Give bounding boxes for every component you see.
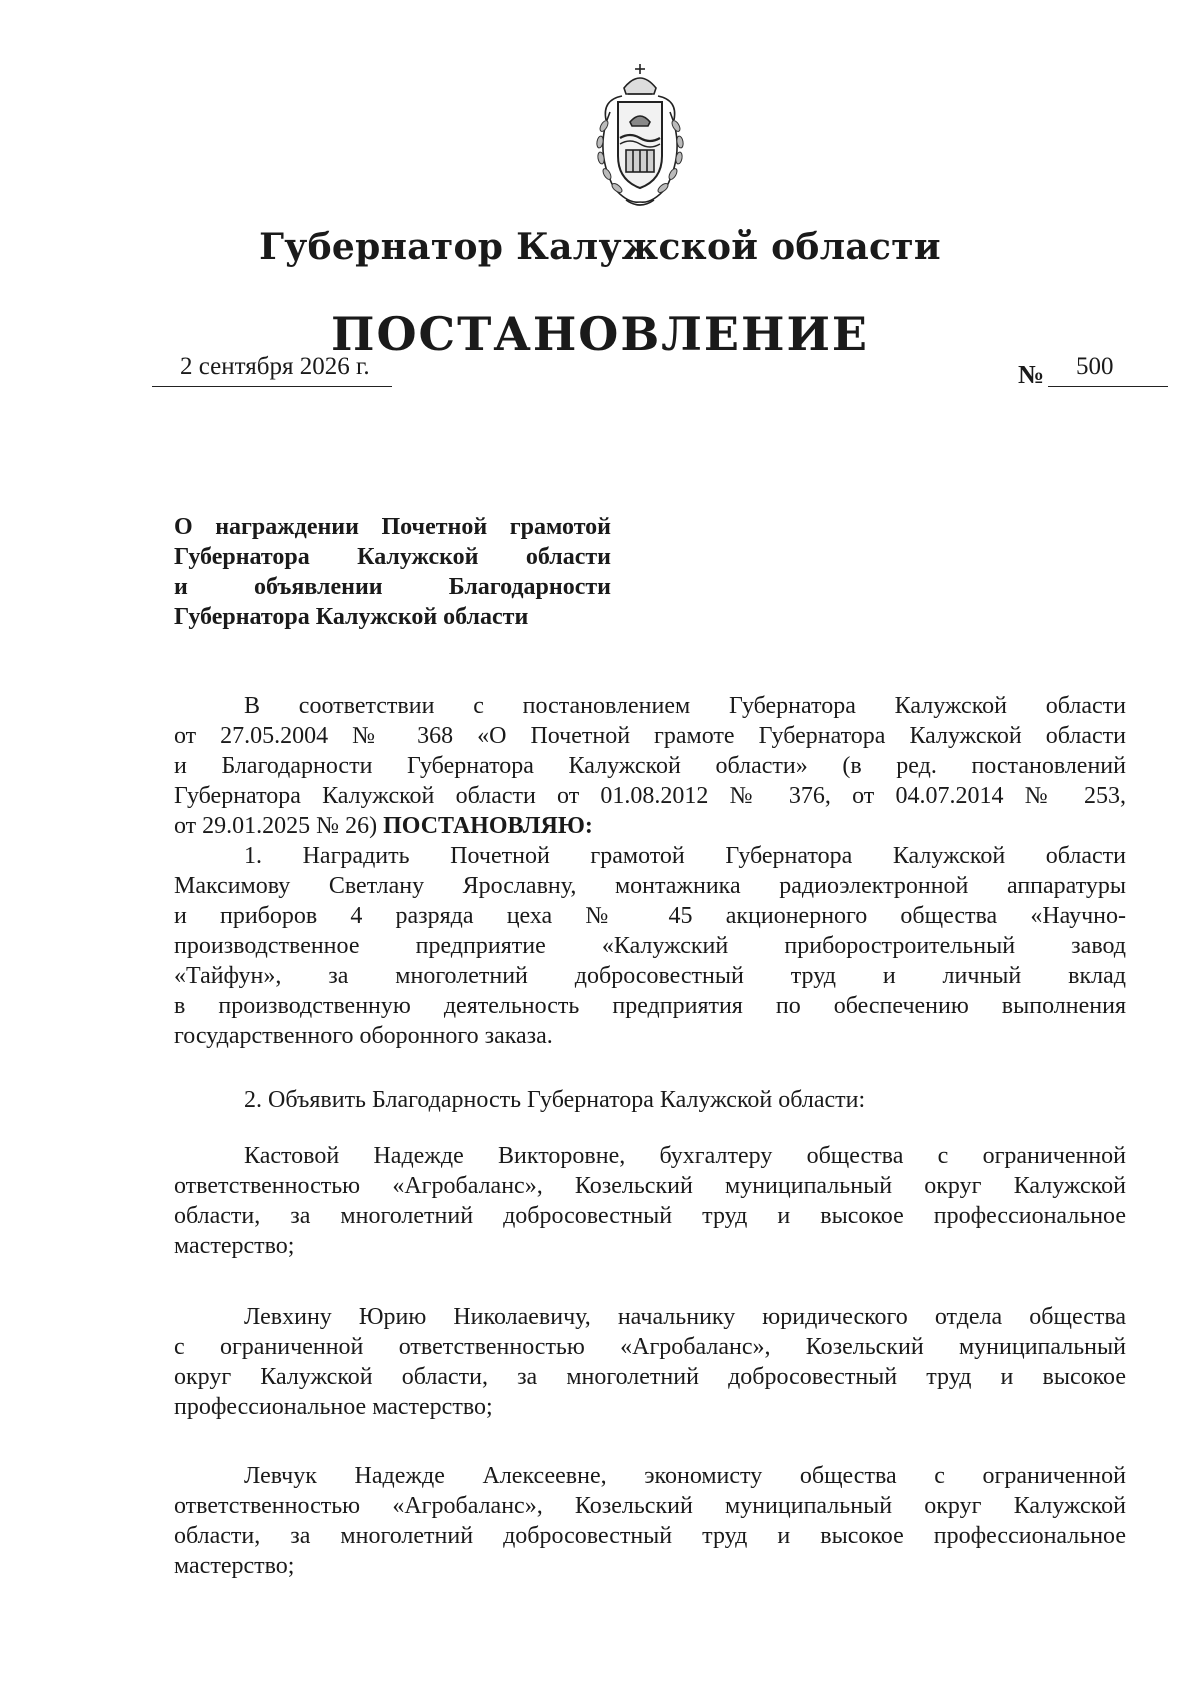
document-number: 500 [1076, 353, 1114, 380]
body-line: профессиональное мастерство; [174, 1394, 493, 1420]
title-line: О награждении Почетной грамотой [174, 514, 611, 540]
award-entry [174, 1302, 1126, 1422]
body-line: ответственностью «Агробаланс», Козельский муниципальный округ Калужской [174, 1493, 1126, 1519]
body-line: Кастовой Надежде Викторовне, бухгалтеру общества с ограниченной [244, 1143, 1126, 1169]
preamble-paragraph [174, 691, 1126, 841]
body-line: Левхину Юрию Николаевичу, начальнику юридического отдела общества [244, 1304, 1126, 1330]
award-entry [174, 1141, 1126, 1261]
body-line: мастерство; [174, 1233, 295, 1259]
title-line: и объявлении Благодарности [174, 574, 611, 600]
preamble-last-line: от 29.01.2025 № 26) [174, 813, 378, 839]
body-line: Максимову Светлану Ярославну, монтажника радиоэлектронной аппаратуры [174, 873, 1126, 899]
number-underline [1048, 386, 1168, 387]
body-line: 2. Объявить Благодарность Губернатора Калужской области: [244, 1087, 866, 1113]
body-line: «Тайфун», за многолетний добросовестный труд и личный вклад [174, 963, 1126, 989]
document-type-heading: ПОСТАНОВЛЕНИЕ [331, 307, 869, 361]
body-line: 1. Наградить Почетной грамотой Губернатора Калужской области [244, 843, 1126, 869]
item-1-paragraph [174, 841, 1126, 1051]
number-label: № [1018, 360, 1045, 389]
body-line: от 27.05.2004 № 368 «О Почетной грамоте Губернатора Калужской области [174, 723, 1126, 749]
coat-of-arms-emblem [588, 60, 692, 210]
decree-word: ПОСТАНОВЛЯЮ: [383, 813, 593, 839]
body-line [174, 811, 1126, 841]
body-line: Губернатора Калужской области от 01.08.2012 № 376, от 04.07.2014 № 253, [174, 783, 1126, 809]
title-line: Губернатора Калужской области [174, 544, 611, 570]
body-line: и приборов 4 разряда цеха № 45 акционерного общества «Научно- [174, 903, 1126, 929]
item-2-heading [174, 1085, 1126, 1115]
issuing-authority: Губернатор Калужской области [259, 226, 941, 268]
date-underline [152, 386, 392, 387]
body-line: в производственную деятельность предприятия по обеспечению выполнения [174, 993, 1126, 1019]
body-line: государственного оборонного заказа. [174, 1023, 553, 1049]
document-date: 2 сентября 2026 г. [180, 353, 370, 380]
body-line: В соответствии с постановлением Губернатора Калужской области [244, 693, 1126, 719]
title-line: Губернатора Калужской области [174, 604, 529, 630]
award-entry [174, 1461, 1126, 1581]
body-line: области, за многолетний добросовестный труд и высокое профессиональное [174, 1203, 1126, 1229]
body-line: округ Калужской области, за многолетний добросовестный труд и высокое [174, 1364, 1126, 1390]
body-line: с ограниченной ответственностью «Агробаланс», Козельский муниципальный [174, 1334, 1126, 1360]
document-title [174, 512, 611, 632]
body-line: ответственностью «Агробаланс», Козельский муниципальный округ Калужской [174, 1173, 1126, 1199]
body-line: Левчук Надежде Алексеевне, экономисту общества с ограниченной [244, 1463, 1126, 1489]
body-line: мастерство; [174, 1553, 295, 1579]
body-line: и Благодарности Губернатора Калужской области» (в ред. постановлений [174, 753, 1126, 779]
body-line: области, за многолетний добросовестный труд и высокое профессиональное [174, 1523, 1126, 1549]
body-line: производственное предприятие «Калужский приборостроительный завод [174, 933, 1126, 959]
